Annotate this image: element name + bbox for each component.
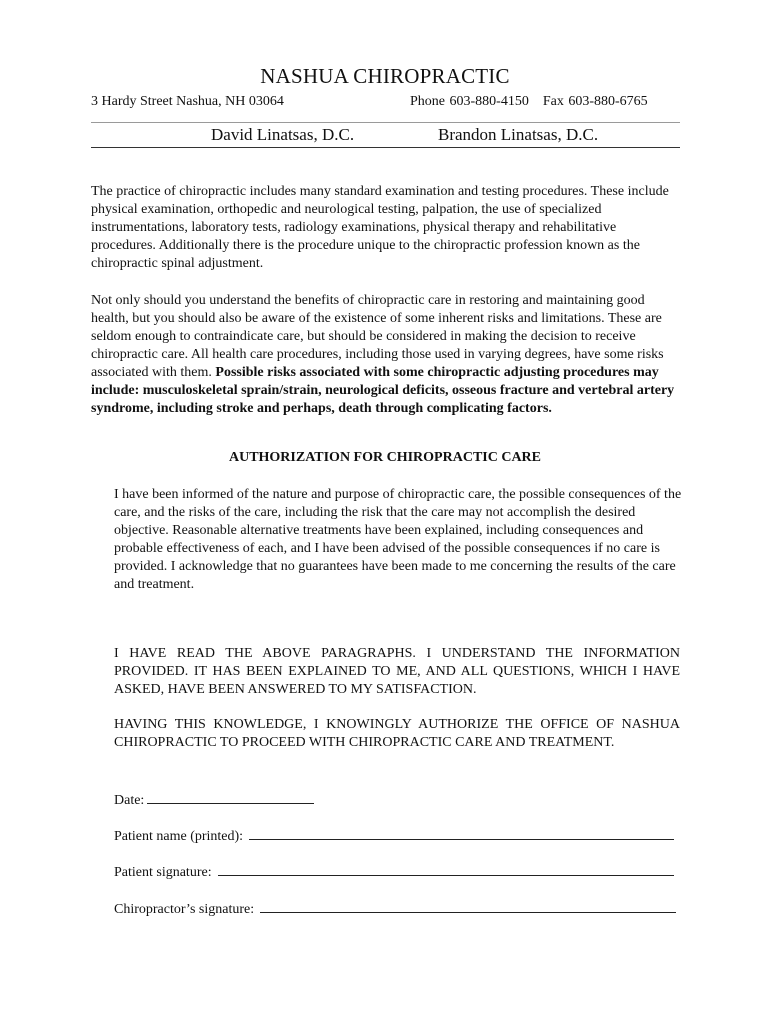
chiropractor-signature-input-line[interactable] xyxy=(260,899,676,913)
phone-number: Phone 603-880-4150 xyxy=(410,94,529,109)
chiropractor-signature-field xyxy=(114,899,680,918)
informed-consent-paragraph: I have been informed of the nature and purpose of chiropractic care, the possible consequences of the care, and the risks of the care, including the risk that the care may not accomplish the desired objective. Reasonable alternative treatments have been explained, including consequences and probable effectiveness of each, and I have been advised of the possible consequences if no care is provided. I acknowledge that no guarantees have been made to me concerning the results of the care and treatment. xyxy=(114,487,682,592)
doctor-name-1: David Linatsas, D.C. xyxy=(211,125,355,144)
risks-paragraph xyxy=(91,292,683,418)
patient-name-label: Patient name (printed): xyxy=(114,829,244,844)
risks-paragraph-bold-text: Possible risks associated with some chiropractic adjusting procedures may include: musculoskeletal sprain/strain, neurological deficits, osseous fracture and vertebral artery syndrome, including stroke and perhaps, death through complicating factors. xyxy=(91,365,675,416)
patient-signature-field xyxy=(114,862,680,881)
chiropractor-signature-label: Chiropractor’s signature: xyxy=(114,902,255,917)
patient-name-field xyxy=(114,826,680,845)
patient-name-input-line[interactable] xyxy=(249,826,674,840)
patient-signature-label: Patient signature: xyxy=(114,865,212,880)
authorization-paragraph: HAVING THIS KNOWLEDGE, I KNOWINGLY AUTHORIZE THE OFFICE OF NASHUA CHIROPRACTIC TO PROCEED WITH CHIROPRACTIC CARE AND TREATMENT. xyxy=(114,717,680,750)
patient-signature-input-line[interactable] xyxy=(218,862,674,876)
acknowledgement-paragraph: I HAVE READ THE ABOVE PARAGRAPHS. I UNDERSTAND THE INFORMATION PROVIDED. IT HAS BEEN EXPLAINED TO ME, AND ALL QUESTIONS, WHICH I HAVE ASKED, HAVE BEEN ANSWERED TO MY SATISFACTION. xyxy=(114,646,680,697)
date-label: Date: xyxy=(114,793,145,808)
date-input-line[interactable] xyxy=(147,790,314,804)
header-divider-bottom xyxy=(91,147,680,148)
authorization-heading: AUTHORIZATION FOR CHIROPRACTIC CARE xyxy=(228,450,542,465)
header-divider-top xyxy=(91,122,680,123)
practice-address: 3 Hardy Street Nashua, NH 03064 xyxy=(91,94,284,109)
procedures-paragraph: The practice of chiropractic includes many standard examination and testing procedures. These include physical examination, orthopedic and neurological testing, palpation, the use of specialized instrumentations, laboratory tests, radiology examinations, physical therapy and rehabilitative procedures. Additionally there is the procedure unique to the chiropractic profession known as the chiropractic spinal adjustment. xyxy=(91,184,669,271)
practice-name: NASHUA CHIROPRACTIC xyxy=(260,64,510,88)
doctor-name-2: Brandon Linatsas, D.C. xyxy=(438,125,599,144)
fax-number: Fax 603-880-6765 xyxy=(542,94,648,109)
contact-numbers xyxy=(410,94,648,110)
risks-paragraph-text: Not only should you understand the benefits of chiropractic care in restoring and maintaining good health, but you should also be aware of the existence of some inherent risks and limitations. These are seldom enough to contraindicate care, but should be considered in making the decision to receive chiropractic care. All health care procedures, including those used in varying degrees, have some risks associated with them. xyxy=(91,293,664,380)
date-field xyxy=(114,790,680,809)
